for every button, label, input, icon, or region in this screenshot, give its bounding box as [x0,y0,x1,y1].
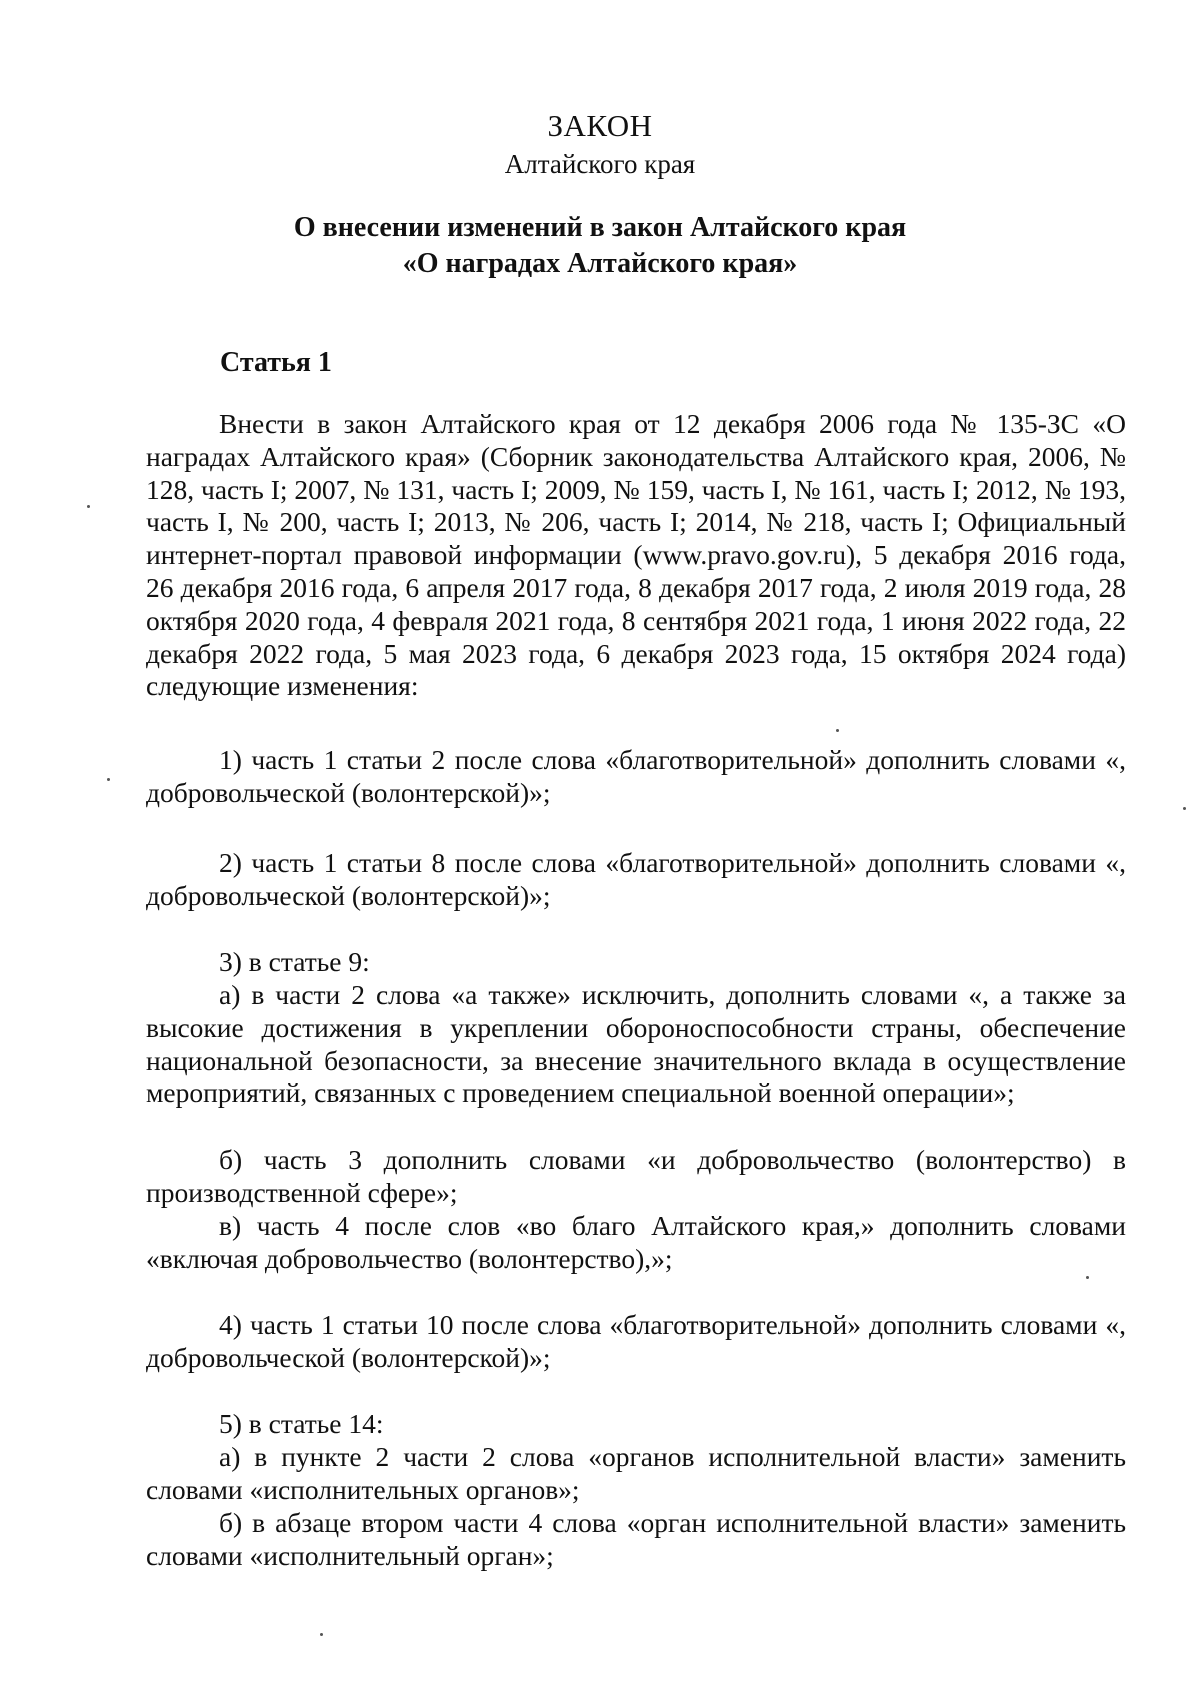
amendment-item-3c: в) часть 4 после слов «во благо Алтайского края,» дополнить словами «включая добровольчество (волонтерство),»; [146,1210,1126,1274]
scan-speck [320,1633,323,1636]
scan-speck [1086,1276,1089,1279]
amendment-item-2: 2) часть 1 статьи 8 после слова «благотворительной» дополнить словами «, добровольческой (волонтерской)»; [146,847,1126,911]
law-region: Алтайского края [504,149,696,179]
scan-speck [836,729,839,732]
law-title-line1: О внесении изменений в закон Алтайского края [293,212,907,243]
amendment-item-5a: а) в пункте 2 части 2 слова «органов исполнительной власти» заменить словами «исполнительных органов»; [146,1441,1126,1505]
amendment-item-4: 4) часть 1 статьи 10 после слова «благотворительной» дополнить словами «, добровольческой (волонтерской)»; [146,1309,1126,1373]
amendment-item-3a: а) в части 2 слова «а также» исключить, дополнить словами «, а также за высокие достижения в укреплении обороноспособности страны, обеспечение национальной безопасности, за внесение значительного вклада в осуществление мероприятий, связанных с проведением специальной военной операции»; [146,979,1126,1109]
scan-speck [87,505,90,508]
article-heading: Статья 1 [220,347,332,378]
amendment-item-3b: б) часть 3 дополнить словами «и добровольчество (волонтерство) в производственной сфере»; [146,1144,1126,1208]
law-type-heading: ЗАКОН [547,108,653,143]
law-title-line2: «О наградах Алтайского края» [402,248,798,279]
amendment-item-1: 1) часть 1 статьи 2 после слова «благотворительной» дополнить словами «, добровольческой (волонтерской)»; [146,744,1126,808]
scan-speck [1183,807,1186,810]
amendment-item-5: 5) в статье 14: [219,1408,384,1439]
amendment-item-3: 3) в статье 9: [219,946,370,977]
article-intro-paragraph: Внести в закон Алтайского края от 12 декабря 2006 года № 135-ЗС «О наградах Алтайского края» (Сборник законодательства Алтайского края, 2006, № 128, часть I; 2007, № 131, часть I; 2009, № 159, часть I, № 161, часть I; 2012, № 193, часть I, № 200, часть I; 2013, № 206, часть I; 2014, № 218, часть I; Официальный интернет-портал правовой информации (www.pravo.gov.ru), 5 декабря 2016 года, 26 декабря 2016 года, 6 апреля 2017 года, 8 декабря 2017 года, 2 июля 2019 года, 28 октября 2020 года, 4 февраля 2021 года, 8 сентября 2021 года, 1 июня 2022 года, 22 декабря 2022 года, 5 мая 2023 года, 6 декабря 2023 года, 15 октября 2024 года) следующие изменения: [146,408,1126,702]
scan-speck [107,778,110,781]
amendment-item-5b: б) в абзаце втором части 4 слова «орган исполнительной власти» заменить словами «исполнительный орган»; [146,1507,1126,1571]
